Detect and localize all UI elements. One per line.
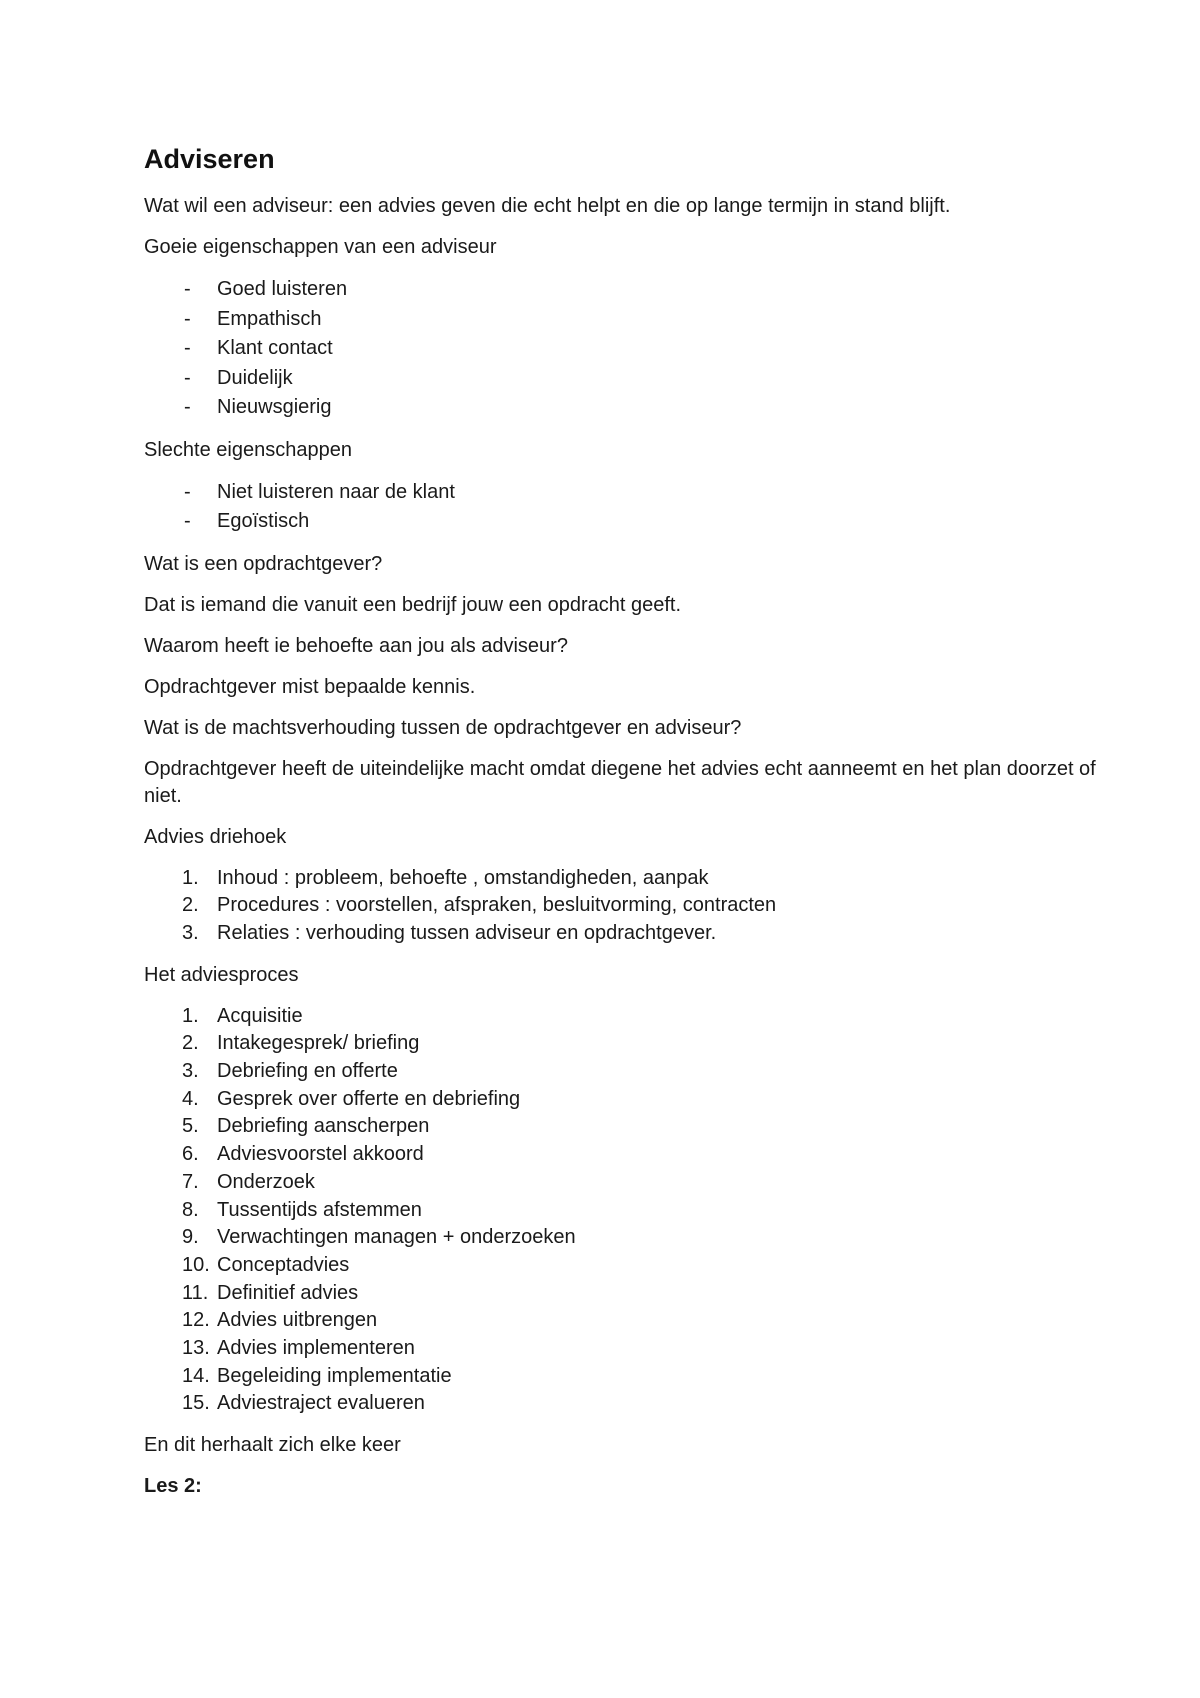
list-item: 8. Tussentijds afstemmen — [182, 1198, 422, 1221]
list-item: 1. Inhoud : probleem, behoefte , omstandigheden, aanpak — [182, 866, 709, 889]
list-item: 11. Definitief advies — [182, 1281, 359, 1304]
list-item: - Niet luisteren naar de klant — [184, 480, 455, 503]
list-item: - Goed luisteren — [184, 278, 348, 300]
question-3: Wat is de machtsverhouding tussen de opdrachtgever en adviseur? — [144, 716, 742, 739]
list-item: 5. Debriefing aanscherpen — [182, 1115, 430, 1138]
process-list — [144, 1003, 1100, 1419]
list-item: 3. Debriefing en offerte — [182, 1060, 398, 1083]
list-item: - Duidelijk — [184, 366, 293, 389]
list-item: 7. Onderzoek — [182, 1170, 315, 1193]
list-item: 15. Adviestraject evalueren — [182, 1392, 425, 1415]
intro-paragraph: Wat wil een adviseur: een advies geven die echt helpt en die op lange termijn in stand blijft. — [144, 195, 951, 217]
closing-paragraph: En dit herhaalt zich elke keer — [144, 1434, 401, 1457]
process-heading: Het adviesproces — [144, 963, 299, 986]
list-item: 10. Conceptadvies — [182, 1253, 350, 1276]
list-item: 12. Advies uitbrengen — [182, 1309, 378, 1332]
question-2: Waarom heeft ie behoefte aan jou als adviseur? — [144, 634, 568, 657]
triangle-heading: Advies driehoek — [144, 825, 287, 848]
good-qualities-list — [144, 275, 1100, 423]
bad-qualities-heading: Slechte eigenschappen — [144, 438, 352, 461]
list-item: 13. Advies implementeren — [182, 1337, 415, 1360]
document-title: Adviseren — [144, 144, 275, 174]
list-item: 14. Begeleiding implementatie — [182, 1364, 452, 1387]
answer-2: Opdrachtgever mist bepaalde kennis. — [144, 675, 476, 698]
answer-1: Dat is iemand die vanuit een bedrijf jouw een opdracht geeft. — [144, 593, 682, 616]
list-item: - Nieuwsgierig — [184, 396, 332, 418]
list-item: 9. Verwachtingen managen + onderzoeken — [182, 1226, 576, 1249]
answer-3: Opdrachtgever heeft de uiteindelijke macht omdat diegene het advies echt aanneemt en het plan doorzet of niet. — [144, 757, 1096, 807]
list-item: 1. Acquisitie — [182, 1004, 303, 1027]
bad-qualities-list — [144, 478, 1100, 537]
list-item: 4. Gesprek over offerte en debriefing — [182, 1087, 521, 1110]
next-lesson-heading: Les 2: — [144, 1475, 202, 1498]
list-item: 2. Procedures : voorstellen, afspraken, besluitvorming, contracten — [182, 894, 777, 917]
list-item: - Egoïstisch — [184, 510, 310, 532]
list-item: - Klant contact — [184, 337, 333, 359]
triangle-list — [144, 865, 1100, 948]
list-item: - Empathisch — [184, 307, 322, 330]
good-qualities-heading: Goeie eigenschappen van een adviseur — [144, 236, 497, 258]
list-item: 6. Adviesvoorstel akkoord — [182, 1143, 424, 1166]
list-item: 3. Relaties : verhouding tussen adviseur en opdrachtgever. — [182, 921, 717, 944]
question-1: Wat is een opdrachtgever? — [144, 552, 383, 575]
list-item: 2. Intakegesprek/ briefing — [182, 1032, 420, 1055]
